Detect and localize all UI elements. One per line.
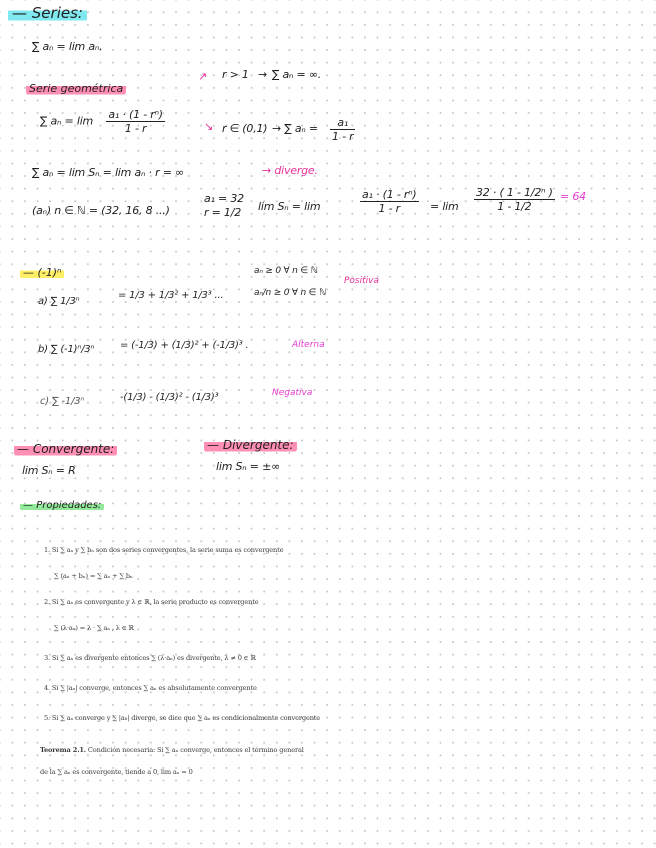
page-title-text: Series: <box>31 4 83 22</box>
row2-right: = (-1/3) + (1/3)² + (-1/3)³ . <box>120 340 249 351</box>
example-eq: = lim <box>430 200 459 213</box>
arrow-case2: ↘ <box>204 120 214 133</box>
divergente-formula: lim Sₙ = ±∞ <box>216 460 281 473</box>
case2-condition: r ∈ (0,1) <box>222 122 268 135</box>
page-title: — Series: <box>8 4 87 22</box>
prop-item-5: 5. Si ∑ aₙ converge y ∑ |aₙ| diverge, se dice que ∑ aₙ es condicionalmente convergente <box>44 714 321 722</box>
example-frac1-den: 1 - r <box>378 202 400 215</box>
row1-left: a) ∑ 1/3ⁿ <box>38 296 80 307</box>
geo-frac-den: 1 - r <box>124 122 147 135</box>
diverge-note: → diverge. <box>262 164 318 177</box>
prop-item-2: 2. Si ∑ aₙ es convergente y λ ∈ ℝ, la serie producto es convergente <box>44 598 259 606</box>
geo-fraction <box>106 108 165 135</box>
convergente-label-text: Convergente: <box>32 442 115 456</box>
prop-item-2b: ∑ (λ·aₙ) = λ · ∑ aₙ , λ ∈ ℝ <box>54 624 134 632</box>
case1-condition: r > 1 <box>222 68 249 81</box>
example-lim: lim Sₙ = lim <box>258 200 321 213</box>
case1-result: ∑ aₙ = ∞. <box>272 68 322 81</box>
row3-right: -(1/3) - (1/3)² - (1/3)³ <box>120 392 219 403</box>
prop-item-1b: ∑ (aₙ + bₙ) = ∑ aₙ + ∑ bₙ <box>54 572 133 580</box>
arrow-right-icon: → <box>258 68 268 81</box>
tag-negativa: Negativa <box>272 388 313 398</box>
teorema-text: Condición necesaria: Si ∑ aₙ converge, entonces el término general <box>87 746 304 754</box>
example-frac2-den: 1 - 1/2 <box>497 200 532 213</box>
example-frac2-num: 32 · ( 1 - 1/2ⁿ ) <box>476 186 553 199</box>
example-fraction-2 <box>474 186 555 213</box>
teorema-line <box>40 746 304 754</box>
tag-alterna: Alterna <box>292 340 325 350</box>
propiedades-label: — Propiedades: <box>20 500 104 511</box>
geo-frac-num: a₁ · (1 - rⁿ) <box>108 108 163 121</box>
convergente-label: — Convergente: <box>14 442 117 456</box>
minus-one-label-text: (-1)ⁿ <box>37 266 62 279</box>
divergente-label-text: Divergente: <box>222 438 294 452</box>
example-params: a₁ = 32 r = 1/2 <box>204 192 244 219</box>
case2-frac-num: a₁ <box>330 116 355 130</box>
limit-formula: ∑ aₙ = lim Sₙ = lim aₙ · r = ∞ <box>32 166 184 179</box>
prop-item-4: 4. Si ∑ |aₙ| converge, entonces ∑ aₙ es absolutamente convergente <box>44 684 257 692</box>
teorema-label: Teorema 2.1. <box>40 746 86 754</box>
definition-formula: ∑ aₙ = lim aₙ. <box>32 40 103 53</box>
convergente-formula: lim Sₙ = R <box>22 464 76 477</box>
teorema-line-2: de la ∑ aₙ es convergente, tiende a 0, lim aₙ = 0 <box>40 768 193 776</box>
prop-item-1: 1. Si ∑ aₙ y ∑ bₙ son dos series convergentes, la serie suma es convergente <box>44 546 284 554</box>
example-frac1-num: a₁ · (1 - rⁿ) <box>362 188 417 201</box>
case2-frac-den: 1 - r <box>332 130 354 143</box>
serie-geometrica-label: Serie geométrica <box>26 82 126 95</box>
row1-right: = 1/3 + 1/3² + 1/3³ ... <box>118 290 224 301</box>
arrow-case1: ↗ <box>198 70 208 83</box>
prop-item-3: 3. Si ∑ aₙ es divergente entonces ∑ (λ·aₙ) es divergente, λ ≠ 0 ∈ ℝ <box>44 654 256 662</box>
geo-formula-left: ∑ aₙ = lim <box>40 114 94 128</box>
example-fraction-1 <box>360 188 419 215</box>
row2-left: b) ∑ (-1)ⁿ/3ⁿ <box>38 344 95 355</box>
note-frac: aₙ/n ≥ 0 ∀ n ∈ ℕ <box>254 288 326 298</box>
example-result: = 64 <box>560 190 586 203</box>
minus-one-label: — (-1)ⁿ <box>20 266 64 279</box>
example-sequence: (aₙ) n ∈ ℕ = (32, 16, 8 ...) <box>32 204 170 217</box>
divergente-label: — Divergente: <box>204 438 297 452</box>
case2-fraction <box>330 116 355 143</box>
propiedades-label-text: Propiedades: <box>36 500 102 511</box>
tag-positiva: Positiva <box>344 276 379 286</box>
row3-left: c) ∑ -1/3ⁿ <box>40 396 85 407</box>
arrow-right-icon-2: → ∑ aₙ = <box>272 122 318 135</box>
geo-formula <box>40 108 165 135</box>
note-top: aₙ ≥ 0 ∀ n ∈ ℕ <box>254 266 318 276</box>
